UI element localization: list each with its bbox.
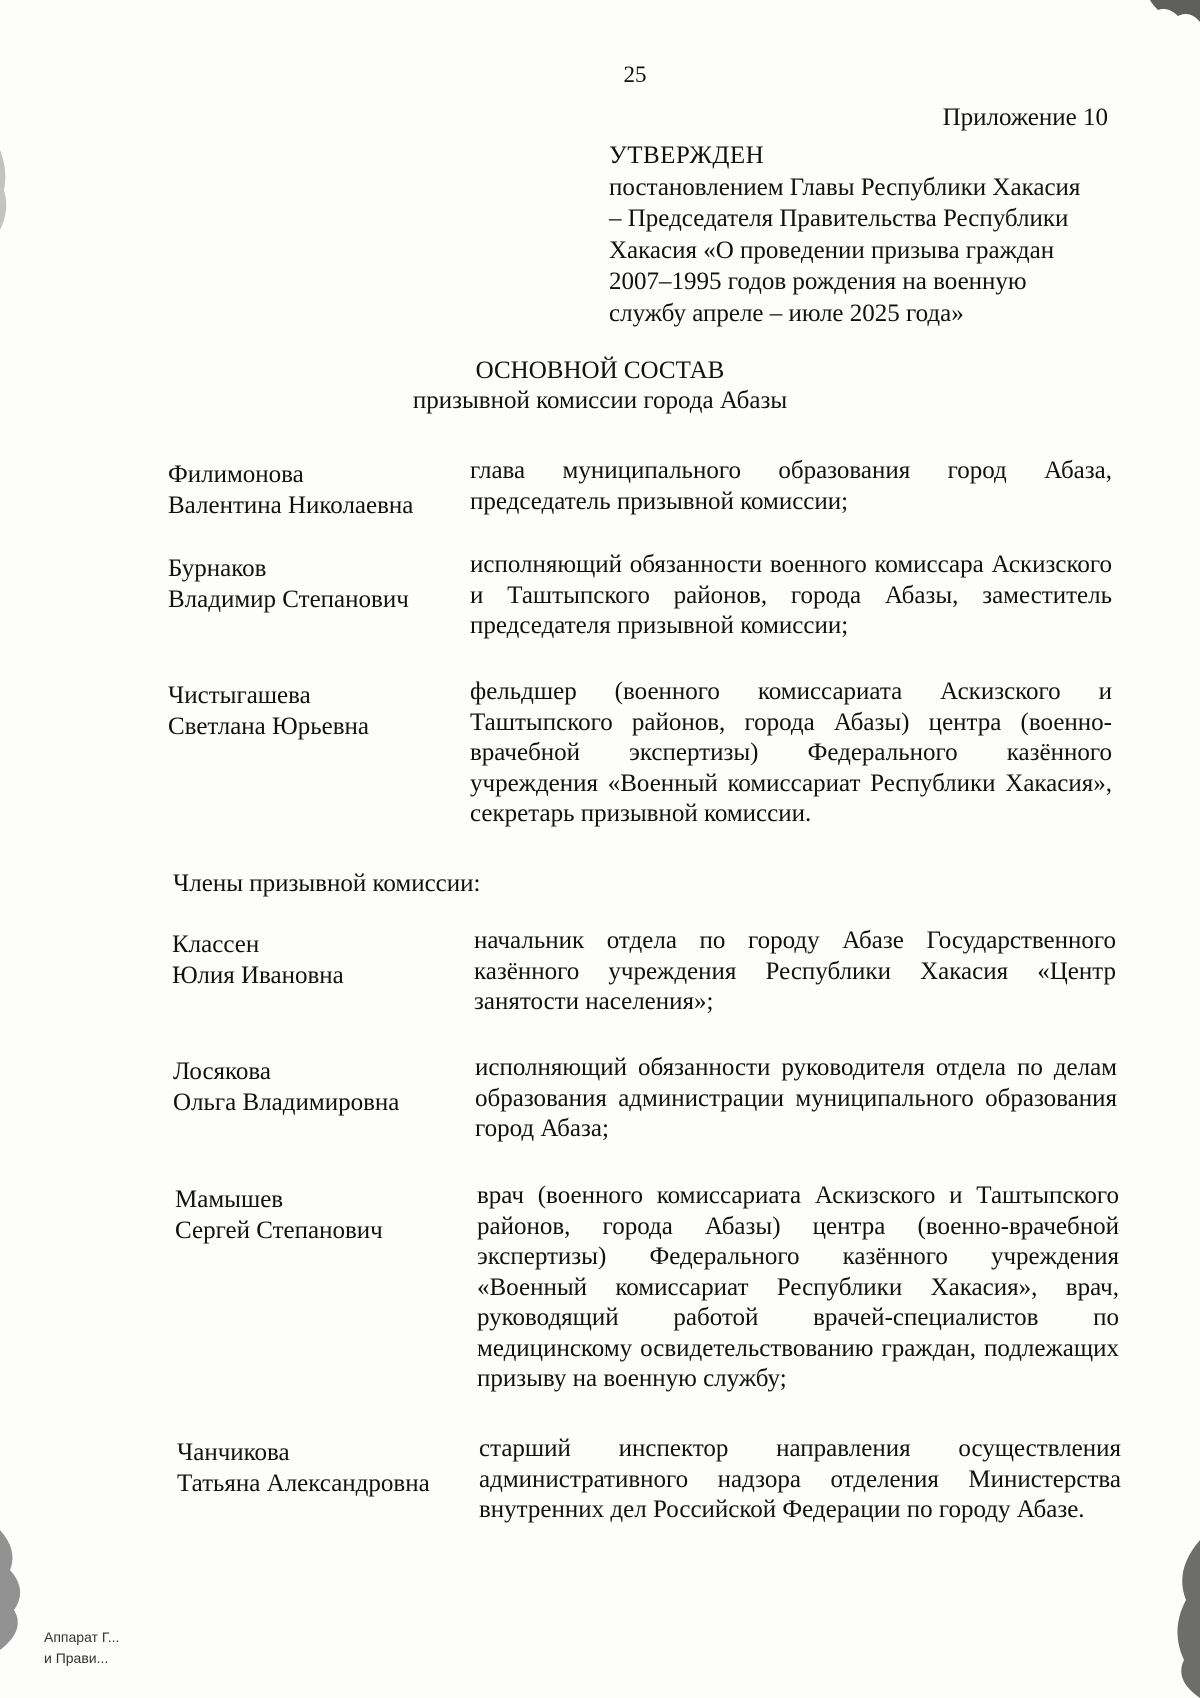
person-name [177, 1438, 467, 1499]
person-surname: Классен [172, 931, 260, 958]
approval-line: – Председателя Правительства Республики [609, 205, 1069, 232]
person-role: исполняющий обязанности военного комиссара Аскизского и Таштыпского районов, города Абазы, заместитель председателя призывной комиссии; [470, 551, 1112, 639]
person-surname: Чанчикова [177, 1439, 290, 1466]
scan-noise-bottom-right [1160, 1540, 1200, 1698]
approval-line: Хакасия «О проведении призыва граждан [609, 236, 1055, 264]
person-name [168, 460, 458, 521]
person-surname: Бурнаков [168, 555, 267, 582]
person-role: врач (военного комиссариата Аскизского и Таштыпского районов, города Абазы) центра (военно-врачебной экспертизы) Федерального казённого учреждения «Военный комиссариат Республики Хакасия», врач, руководящий работой врачей-специалистов по медицинскому освидетельствованию граждан, подлежащих призыву на военную службу; [477, 1182, 1119, 1392]
scan-noise-bottom-left [0, 1530, 44, 1650]
person-role: начальник отдела по городу Абазе Государственного казённого учреждения Республики Хакасия «Центр занятости населения»; [474, 927, 1116, 1015]
person-role: фельдшер (военного комиссариата Аскизского и Таштыпского районов, города Абазы) центра (военно-врачебной экспертизы) Федерального казённого учреждения «Военный комиссариат Республики Хакасия», секретарь призывной комиссии. [470, 678, 1112, 827]
person-given-names: Владимир Степанович [168, 585, 409, 613]
scan-noise-left-edge [0, 150, 14, 230]
person-given-names: Валентина Николаевна [168, 491, 414, 519]
person-given-names: Сергей Степанович [175, 1216, 383, 1244]
stamp-line: и Прави... [44, 1650, 109, 1666]
approval-line: службу апреле – июле 2025 года» [609, 299, 964, 327]
person-surname: Лосякова [173, 1058, 271, 1085]
section-subtitle: призывной комиссии города Абазы [412, 387, 788, 414]
members-heading: Члены призывной комиссии: [173, 870, 481, 897]
approval-line: 2007–1995 годов рождения на военную [609, 268, 1027, 295]
person-name [168, 681, 458, 742]
approval-title: УТВЕРЖДЕН [609, 142, 765, 169]
person-given-names: Ольга Владимировна [173, 1088, 400, 1116]
person-name [175, 1185, 465, 1246]
person-role: глава муниципального образования город Абаза, председатель призывной комиссии; [470, 457, 1112, 515]
person-name [173, 1057, 463, 1118]
person-given-names: Юлия Ивановна [172, 961, 344, 989]
person-surname: Мамышев [175, 1186, 284, 1213]
person-role: старший инспектор направления осуществления административного надзора отделения Министерства внутренних дел Российской Федерации по городу Абазе. [479, 1435, 1121, 1523]
person-surname: Чистыгашева [168, 682, 311, 709]
person-role: исполняющий обязанности руководителя отдела по делам образования администрации муниципального образования город Абаза; [475, 1054, 1117, 1142]
approval-block [609, 140, 1129, 329]
page-number: 25 [623, 62, 647, 87]
person-given-names: Светлана Юрьевна [168, 712, 370, 740]
person-surname: Филимонова [168, 461, 304, 488]
stamp-line: Аппарат Г... [44, 1629, 120, 1645]
person-name [168, 554, 458, 615]
office-stamp [44, 1627, 119, 1669]
section-title: ОСНОВНОЙ СОСТАВ [475, 357, 725, 384]
person-name [172, 930, 462, 991]
appendix-label: Приложение 10 [942, 104, 1108, 131]
person-given-names: Татьяна Александровна [177, 1469, 430, 1497]
scan-noise-top-right [1130, 0, 1200, 40]
approval-line: постановлением Главы Республики Хакасия [609, 173, 1081, 201]
